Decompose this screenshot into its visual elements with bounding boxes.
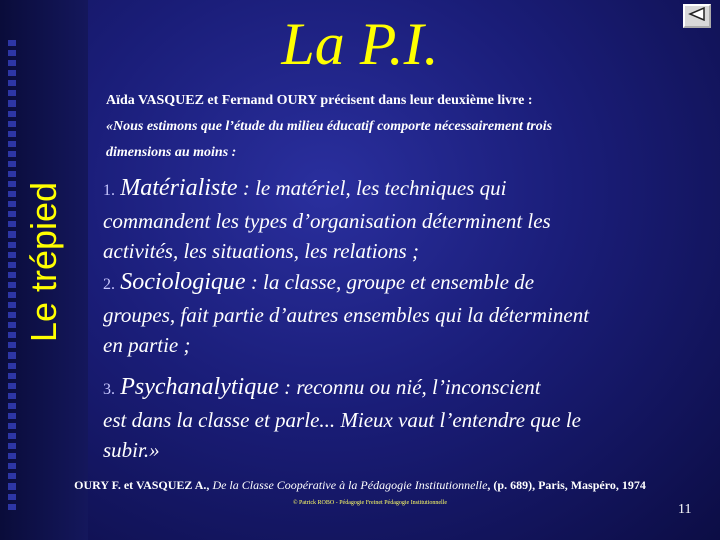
item-text: en partie ; bbox=[103, 333, 191, 357]
item-text: subir.» bbox=[103, 438, 160, 462]
item-text: : la classe, groupe et ensemble de bbox=[245, 270, 535, 294]
item-text: commandent les types d’organisation déterminent les bbox=[103, 209, 551, 233]
item-text: : le matériel, les techniques qui bbox=[237, 176, 507, 200]
intro-text bbox=[106, 88, 696, 166]
citation-authors: OURY F. et VASQUEZ A., bbox=[74, 478, 210, 492]
item-number: 3. bbox=[103, 381, 115, 398]
list-item bbox=[103, 372, 693, 465]
list-item-line bbox=[103, 173, 693, 206]
list-item-line bbox=[103, 267, 693, 300]
back-triangle-icon bbox=[688, 7, 706, 26]
list-item-line bbox=[103, 372, 693, 405]
item-number: 1. bbox=[103, 182, 115, 199]
page-number: 11 bbox=[678, 502, 692, 517]
item-text: : reconnu ou nié, l’inconscient bbox=[278, 375, 541, 399]
quote-line: dimensions au moins : bbox=[106, 145, 237, 160]
item-text: activités, les situations, les relations ; bbox=[103, 239, 419, 263]
item-text: est dans la classe et parle... Mieux vaut l’entendre que le bbox=[103, 408, 582, 432]
item-number: 2. bbox=[103, 276, 115, 293]
item-text: groupes, fait partie d’autres ensembles qui la déterminent bbox=[103, 303, 590, 327]
list-item bbox=[103, 173, 693, 266]
intro-line: Aïda VASQUEZ et Fernand OURY précisent dans leur deuxième livre : bbox=[106, 93, 533, 108]
item-keyword: Matérialiste bbox=[120, 175, 238, 201]
back-button[interactable] bbox=[683, 4, 711, 28]
citation-book: De la Classe Coopérative à la Pédagogie Institutionnelle bbox=[212, 478, 488, 492]
list-item bbox=[103, 267, 693, 360]
footer-credit: © Patrick ROBO - Pédagogie Freinet Pédagogie Institutionnelle bbox=[292, 500, 448, 506]
item-keyword: Sociologique bbox=[120, 269, 246, 295]
item-keyword: Psychanalytique bbox=[120, 374, 279, 400]
citation-details: , (p. 689), Paris, Maspéro, 1974 bbox=[487, 478, 646, 492]
quote-line: «Nous estimons que l’étude du milieu éducatif comporte nécessairement trois bbox=[106, 119, 553, 134]
citation bbox=[0, 478, 720, 493]
side-title: Le trépied bbox=[23, 181, 64, 343]
decorative-squares bbox=[4, 40, 22, 510]
slide-title: La P.I. bbox=[281, 11, 439, 77]
